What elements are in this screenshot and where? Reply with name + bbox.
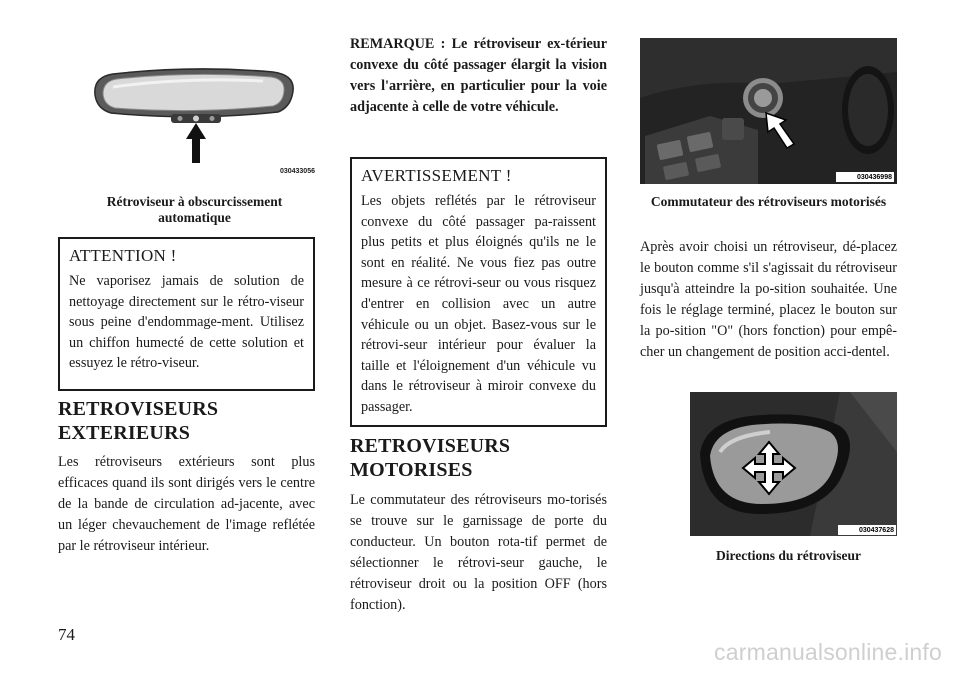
mirror-directions-figure: [690, 392, 897, 536]
exterieurs-paragraph: Les rétroviseurs extérieurs sont plus efficaces quand ils sont dirigés vers le centre de la bande de circulation ad-jacente, avec un léger chevauchement de l'image reflétée par le rétroviseur intérieur.: [58, 454, 315, 554]
watermark: carmanualsonline.info: [714, 639, 942, 665]
attention-text: Ne vaporisez jamais de solution de nettoyage directement sur le rétro-viseur sous peine d'endommage-ment. Utilisez un chiffon humecté de cette solution et essuyez le rétro-viseur.: [69, 273, 304, 372]
adjust-paragraph: Après avoir choisi un rétroviseur, dé-placez le bouton comme s'il s'agissait du rétroviseur jusqu'à atteindre la po-sition souhaitée. Une fois le réglage terminé, placez le bouton sur la po-sition "O" (hors fonction) pour empê-cher un changement de position acci-dentel.: [640, 239, 897, 360]
figure-code: 030433056: [279, 168, 315, 175]
motorises-paragraph: Le commutateur des rétroviseurs mo-torisés se trouve sur le garnissage de porte du conducteur. Un bouton rota-tif permet de sélectionner le rétrovi-seur gauche, le rétroviseur droit ou la position OFF (hors fonction).: [350, 492, 607, 613]
avertissement-box: [350, 157, 607, 427]
avertissement-text: Les objets reflétés par le rétroviseur convexe du côté passager pa-raissent plus petits et plus éloignés qu'ils ne le sont en réalité. Ne vous fiez pas outre mesure à ce rétrovi-seur ou vous risquez d'entrer en collision avec un autre véhicule ou un objet. Basez-vous sur le rétrovi-seur intérieur pour évaluer la taille et l'éloignement d'un véhicule vu dans le rétroviseur à miroir convexe du passager.: [361, 193, 596, 415]
mirror-switch-figure: [640, 38, 897, 184]
heading-motorises: RETROVISEURS MOTORISES: [350, 435, 511, 481]
mirror-directions-illustration: [690, 392, 897, 536]
attention-title: ATTENTION !: [69, 246, 177, 265]
heading-exterieurs: RETROVISEURS EXTERIEURS: [58, 398, 219, 444]
rearview-mirror-caption: Rétroviseur à obscurcissement automatique: [106, 194, 283, 225]
mirror-directions-caption: Directions du rétroviseur: [716, 548, 861, 563]
avertissement-title: AVERTISSEMENT !: [361, 166, 512, 185]
attention-box: [58, 237, 315, 391]
mirror-switch-caption: Commutateur des rétroviseurs motorisés: [650, 194, 887, 209]
page-number: 74: [58, 625, 75, 644]
figure-code: 030437628: [858, 527, 894, 534]
mirror-switch-illustration: [640, 38, 897, 184]
remarque-paragraph: REMARQUE : Le rétroviseur ex-térieur convexe du côté passager élargit la vision vers l'arrière, en particulier pour la voie adjacente à celle de votre véhicule.: [350, 36, 607, 115]
rearview-mirror-illustration: [73, 57, 316, 183]
rearview-mirror-figure: [73, 57, 316, 183]
figure-code: 030436998: [856, 174, 892, 181]
